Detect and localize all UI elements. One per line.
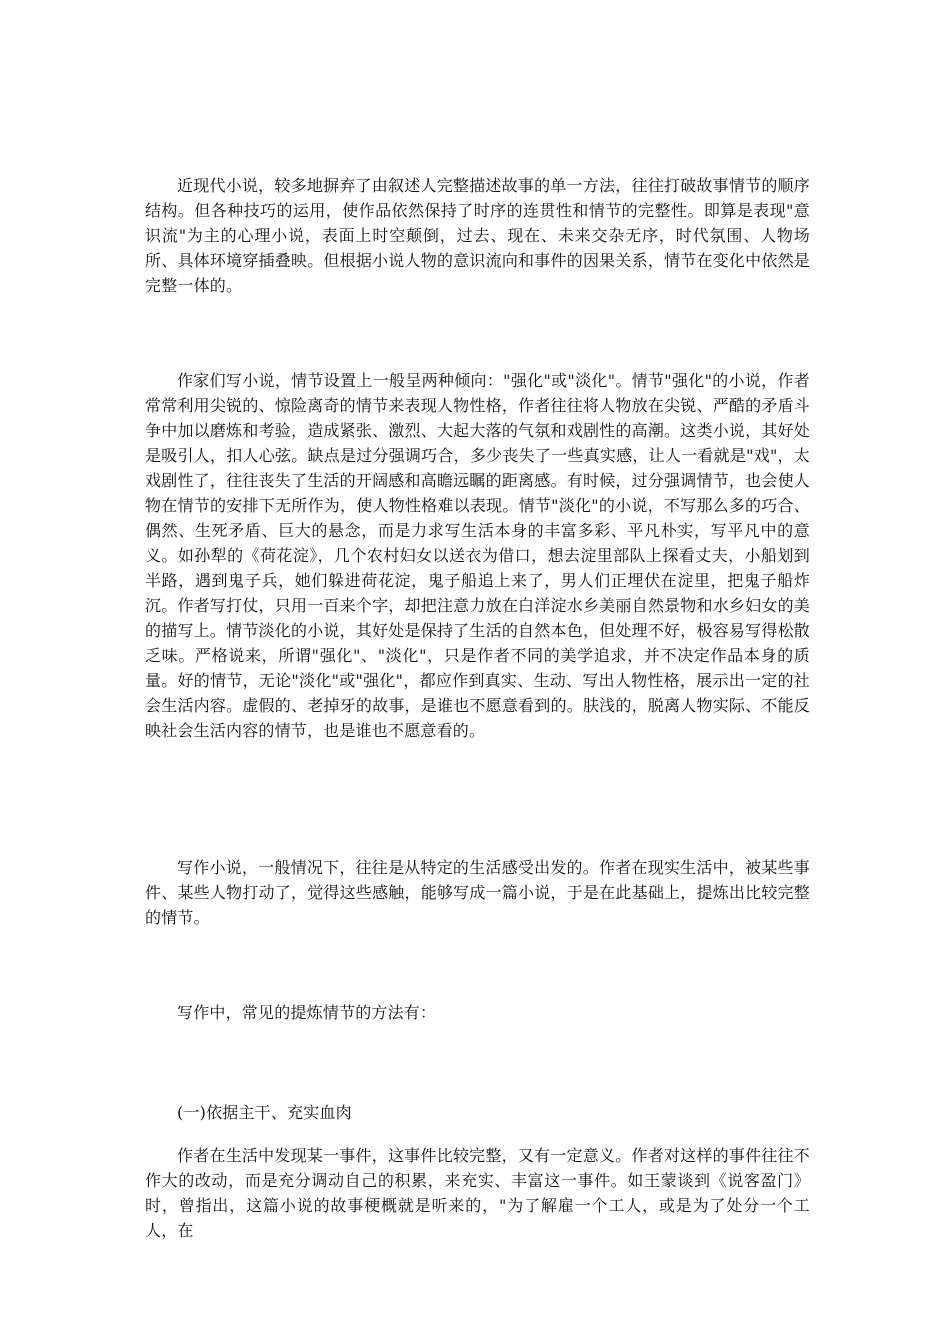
paragraph-methods-intro: 写作中，常见的提炼情节的方法有： bbox=[177, 1003, 437, 1022]
paragraph-plot-tendencies: 作家们写小说，情节设置上一般呈两种倾向："强化"或"淡化"。情节"强化"的小说，作者常常利用尖锐的、惊险离奇的情节来表现人物性格，作者往往将人物放在尖锐、严酷的矛盾斗争中加以磨炼和考验，造成紧张、激烈、大起大落的气氛和戏剧性的高潮。这类小说，其好处是吸引人，扣人心弦。缺点是过分强调巧合，多少丧失了一些真实感，让人一看就是"戏"，太戏剧性了，往往丧失了生活的开阔感和高瞻远瞩的距离感。有时候，过分强调情节，也会使人物在情节的安排下无所作为，使人物性格难以表现。情节"淡化"的小说，不写那么多的巧合、偶然、生死矛盾、巨大的悬念，而是力求写生活本身的丰富多彩、平凡朴实，写平凡中的意义。如孙犁的《荷花淀》，几个农村妇女以送衣为借口，想去淀里部队上探看丈夫，小船划到半路，遇到鬼子兵，她们躲进荷花淀，鬼子船追上来了，男人们正埋伏在淀里，把鬼子船炸沉。作者写打仗，只用一百来个字，却把注意力放在白洋淀水乡美丽自然景物和水乡妇女的美的描写上。情节淡化的小说，其好处是保持了生活的自然本色，但处理不好，极容易写得松散乏味。严格说来，所谓"强化"、"淡化"，只是作者不同的美学追求，并不决定作品本身的质量。好的情节，无论"淡化"或"强化"，都应作到真实、生动、写出人物性格，展示出一定的社会生活内容。虚假的、老掉牙的故事，是谁也不愿意看到的。肤浅的，脱离人物实际、不能反映社会生活内容的情节，也是谁也不愿意看的。 bbox=[145, 371, 810, 740]
paragraph-life-experience: 写作小说，一般情况下，往往是从特定的生活感受出发的。作者在现实生活中，被某些事件、某些人物打动了，觉得这些感触，能够写成一篇小说，于是在此基础上，提炼出比较完整的情节。 bbox=[145, 858, 810, 927]
paragraph-narrative-structure: 近现代小说，较多地摒弃了由叙述人完整描述故事的单一方法，往往打破故事情节的顺序结构。但各种技巧的运用，使作品依然保持了时序的连贯性和情节的完整性。即算是表现"意识流"为主的心理小说，表面上时空颠倒，过去、现在、未来交杂无序，时代氛围、人物场所、具体环境穿插叠映。但根据小说人物的意识流向和事件的因果关系，情节在变化中依然是完整一体的。 bbox=[145, 176, 810, 295]
section-heading-method-one: (一)依据主干、充实血肉 bbox=[177, 1103, 352, 1122]
paragraph-method-one-body: 作者在生活中发现某一事件，这事件比较完整，又有一定意义。作者对这样的事件往往不作大的改动，而是充分调动自己的积累，来充实、丰富这一事件。如王蒙谈到《说客盈门》时，曾指出，这篇小说的故事梗概就是听来的，"为了解雇一个工人，或是为了处分一个工人，在 bbox=[145, 1146, 810, 1240]
